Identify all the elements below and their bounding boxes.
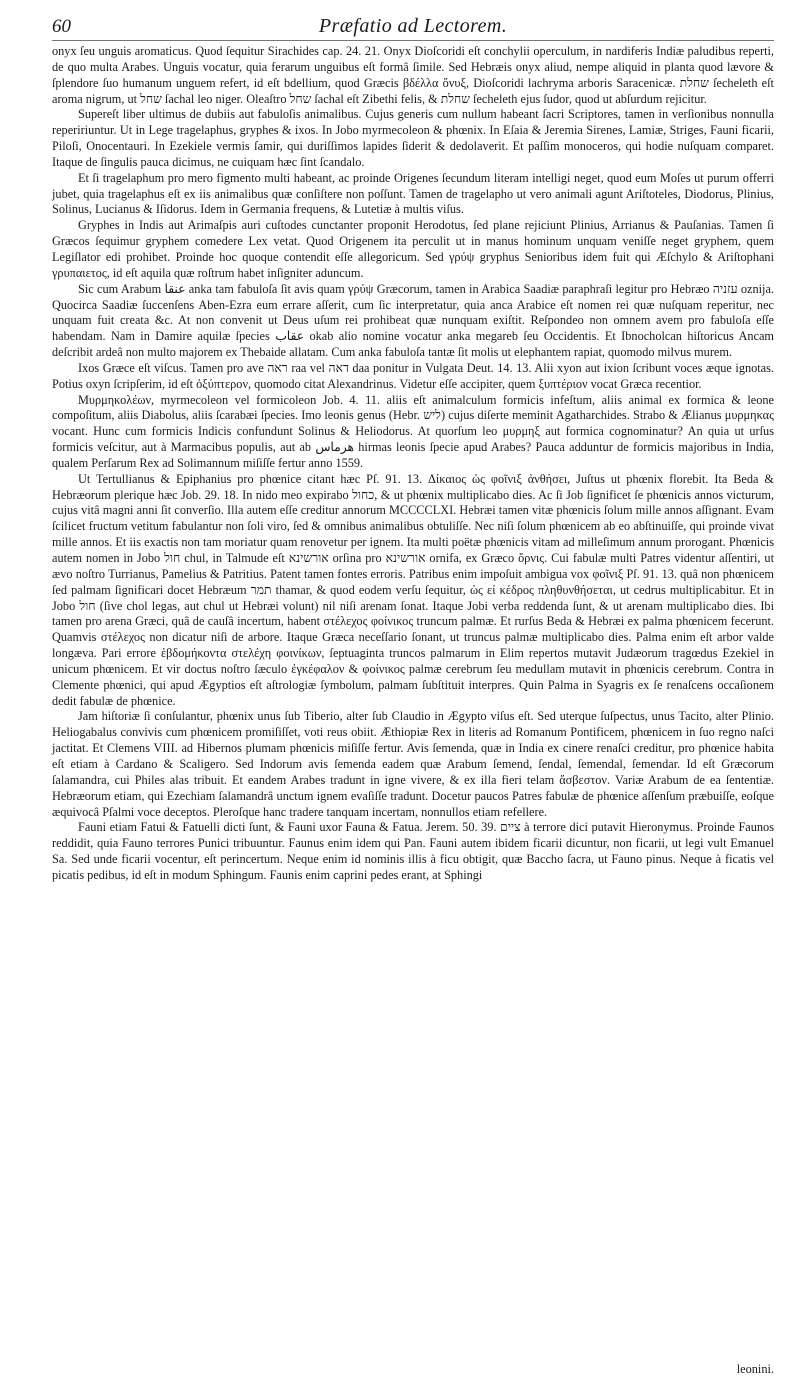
- paragraph-tragelaphus: Et ſi tragelaphum pro mero figmento multi habeant, ac proinde Origenes ſecundum literam intelligi neget, quod eum Moſes ut purum offerri jubet, quia tragelaphus eſt ex iis animalibus quæ conſiſtere non poſſunt. Tamen de tragelapho ut vero animali agunt Ariſtoteles, Diodorus, Plinius, Solinus, Lucianus & Iſidorus. Idem in Germania frequens, & Lutetiæ à multis viſus.: [52, 170, 774, 217]
- paragraph-phoenix-history: Jam hiſtoriæ ſi conſulantur, phœnix unus ſub Tiberio, alter ſub Claudio in Ægypto viſus eſt. Sed uterque ſuſpectus, unus Tacito, alter Plinio. Heliogabalus convivis cum phœnicem promiſiſſet, voti reus obiit. Æthiopiæ Rex in literis ad Romanum Pontificem, phœnicem in ſuo regno naſci jactitat. Et Clemens VIII. ad Hibernos plumam phœnicis miſiſſe fertur. Avis ſemenda, quæ in India ex cinere renaſci creditur, pro phœnice habita eſt etiam à Cardano & Scaligero. Sed Indorum avis ſemenda eadem quæ Arabum ſemend, ſendal, ſemendal, ſemendar. Id eſt Græcorum ſalamandra, cui Philes alas tribuit. Et eandem Arabes tradunt in igne vivere, & ex illa fieri telam ἄσβεστον. Variæ Arabum de ea ſententiæ. Hebræorum etiam, qui Ezechiam ſalamandrâ unctum ignem evaſiſſe tradunt. Docetur paucos Patres fabulæ de phœnice aſſenſum præbuiſſe, eoſque æquivocâ Pſalmi voce deceptos. Pleroſque hanc tradere tanquam incertam, nonnullos etiam refellere.: [52, 709, 774, 819]
- paragraph-ixos: Ixos Græce eſt viſcus. Tamen pro ave ראה raa vel דאה daa ponitur in Vulgata Deut. 14. 13. Alii xyon aut ixion ſcribunt voces æque ignotas. Potius oxyn ſcripſerim, id eſt ὀξύπτερον, quomodo citat Alexandrinus. Videtur eſſe accipiter, quem ξυπτέριον vocat Græca recentior.: [52, 360, 774, 391]
- book-page: [52, 0, 774, 1386]
- page-title: Præfatio ad Lectorem.: [318, 15, 508, 37]
- paragraph-anka: Sic cum Arabum عنقا anka tam fabuloſa ſit avis quam γρύψ Græcorum, tamen in Arabica Saadiæ paraphraſi legitur pro Hebræo עזניה oznija. Quocirca Saadiæ ſuccenſens Aben-Ezra eum errare aſſerit, cum ſic interpretatur, quia anca Arabice eſt nomen rei quæ nuſquam reperitur, nec unquam fuit creata &c. At non convenit ut Deus uſum rei prohibeat quæ nunquam exiſtit. Reſpondeo non omnem avem pro fabuloſa eſſe habendam. Nam in Damire aquilæ ſpecies عقاب okab alio nomine vocatur anka megareb ſeu Occidentis. Et Ibnocholcan hiſtoricus Ancam deſcribit ardeâ non multo majorem ex Thebaide allatam. Cum anka fabuloſa tantæ ſit molis ut elephantem rapiat, quomodo milvus murem.: [52, 281, 774, 360]
- paragraph-phoenix: Ut Tertullianus & Epiphanius pro phœnice citant hæc Pſ. 91. 13. Δίκαιος ὡς φοῖνιξ ἀνθήσει, Juſtus ut phœnix florebit. Ita Beda & Hebræorum plerique hæc Job. 29. 18. In nido meo expirabo כחול, & ut phœnix multiplicabo dies. Ac ſi Job ſignificet ſe phœnicis annos victurum, cujus vitâ magni anni ſit converſio. Illa autem eſſe creditur annorum MCCCCLXI. Hebræi tamen vitæ phœnicis ſolum mille annos aſſignant. Evam ſcilicet fructum vetitum fabulantur non ſoli viro, ſed & omnibus animalibus obtuliſſe. Nec niſi ſolum phœnicem ab eo abſtinuiſſe, qui proinde vivat mille annos. Et iis exactis non tam moriatur quam renovetur per ignem. Ita multi poëtæ phœnicis vitam ad milleſimum annum prorogant. Phœnicis autem nomen in Jobo חול chul, in Talmude eſt אורשינא orſina pro אורשינא ornifa, ex Græco ὄρνις. Cui fabulæ multi Patres videntur aſſentiri, ut ævo noſtro Turrianus, Pamelius & Patritius. Patent tamen fontes erroris. Patribus enim impoſuit ambigua vox φοῖνιξ Pſ. 91. 13. quâ non phœnicem ſed palmam ſignificari docet Hebræum תמר thamar, & quod eodem verſu ſequitur, ὡς εἰ κέδρος πληθυνθήσεται, ut cedrus multiplicabitur. Et in Jobo חול (ſive chol legas, aut chul ut Hebræi volunt) nil niſi arenam ſonat. Itaque Jobi verba reddenda ſunt, & ut arenam multiplicabo dies. Ibi tamen pro arena Græci, quâ de cauſâ incertum, habent στέλεχος φοίνικος truncum palmæ. Et rurſus Beda & Hebræi ex palma phœnicem fecerunt. Quamvis στέλεχος non dicatur niſi de arbore. Itaque Græca neceſſario ſonant, ut truncus palmæ multiplicabo dies. Palma enim eſt arbor valde longæva. Pari errore ἑβδομήκοντα στελέχη φοινίκων, ſeptuaginta truncos palmarum in Elim repertos mutavit Judæorum tragœdus Ezekiel in unicum phœnicem. Et vir doctus noſtro ſæculo ἐγκέφαλον & φοίνικος palmæ cerebrum ſeu medullam mutavit in phœnicis cerebrum. Contra in Clemente phœnici, qui apud Ægyptios eſt aſtrologiæ ſymbolum, palmam ſubſtituit interpres. Quin Palma in Syagris ex ſe renaſcens occaſionem dedit fabulæ de phœnice.: [52, 471, 775, 708]
- paragraph-myrmecoleon: Μυρμηκολέων, myrmecoleon vel formicoleon Job. 4. 11. aliis eſt animalculum formicis infeſtum, aliis animal ex formica & leone compoſitum, aliis Diabolus, aliis ſcarabæi ſpecies. Imo leonis genus (Hebr. ליש) cujus diſerte meminit Agatharchides. Strabo & Ælianus μυρμηκας vocant. Hunc cum formicis Indicis confundunt Solinus & Heliodorus. At quorſum leo μυρμηξ aut formica cognominatur? An quia ut urſus formicis veſcitur, aut à Marmacibus populis, aut ab هرماس hirmas leonis ſpecie apud Arabes? Pauca adduntur de formicis majoribus in India, qualem Perſarum Rex ad Solimannum miſiſſe fertur anno 1559.: [52, 392, 774, 470]
- page-number: 60: [52, 16, 71, 37]
- catchword: leonini.: [736, 1362, 774, 1376]
- paragraph-fauni: Fauni etiam Fatui & Fatuelli dicti ſunt, & Fauni uxor Fauna & Fatua. Jerem. 50. 39. ציים à terrore dici putavit Hieronymus. Proinde Faunos reddidit, quia Fauno terrores Punici tribuuntur. Faunus enim idem qui Pan. Fauni autem ibidem ficarii dicuntur, non ficarii, ut legi vult Emanuel Sa. Sed unde ficarii vocentur, eſt perincertum. Neque enim id nominis illis à ficu obtigit, quæ Baccho ſacra, ut Fauno pinus. Neque à ficatis vel picatis pedibus, id eſt in modum Sphingum. Faunis enim caprini pedes erant, at Sphingi: [52, 820, 774, 882]
- header-rule: [52, 40, 774, 41]
- body-text: [52, 44, 774, 884]
- paragraph-dubious-animals: Supereſt liber ultimus de dubiis aut fabuloſis animalibus. Cujus generis cum nullum habeant ſacri Scriptores, tamen in verſionibus nonnulla repeririuntur. Ut in Lege tragelaphus, gryphes & ixos. In Jobo myrmecoleon & phœnix. In Eſaia & Jeremia Sirenes, Lamiæ, Striges, Fauni ficarii, Piloſi, Onocentauri. In Ezekiele vermis ſamir, qui duriſſimos lapides ſiderit & dedolaverit. Et paſſim monoceros, qui hodie nuſquam comparet. Itaque de ſingulis pauca dicimus, ne cuiquam hæc ſint ſcandalo.: [52, 107, 774, 169]
- paragraph-onyx: onyx ſeu unguis aromaticus. Quod ſequitur Sirachides cap. 24. 21. Onyx Dioſcoridi eſt conchylii operculum, in nardiferis Indiæ paludibus reperti, de quo multa Arabes. Unguis vocatur, quia ferarum unguibus eſt formâ ſimile. Sed Hebræis onyx aliud, nempe aliquid in planta quod lævore & ſplendore ſuo humanum unguem refert, id eſt bdellium, quod Græcis βδέλλα ὄνυξ, Dioſcoridi lachryma arboris Saracenicæ. שחלת ſecheleth eſt aroma nigrum, ut שחל ſachal leo niger. Oleaſtro שחל ſachal eſt Zibethi felis, & שחלת ſecheleth ejus ſudor, quod ut abſurdum rejicitur.: [52, 44, 774, 106]
- running-head: [52, 14, 774, 40]
- paragraph-gryphes: Gryphes in Indis aut Arimaſpis auri cuſtodes cunctanter proponit Herodotus, ſed plane rejiciunt Plinius, Arrianus & Pauſanias. Tamen ſi Græcos ſequimur gryphem comedere Lex vetat. Quod Origenem ita perculit ut in manus hominum unquam veniſſe neget gryphem, quem Legiſlator edi prohibet. Proinde hoc quoque contendit eſſe allegoricum. Sed γρύψ gryphus Senioribus idem fuit qui Æſchylo & Ariſtophani γρυπαιετος, id eſt aquila quæ roſtrum habet inſigniter aduncum.: [52, 218, 774, 280]
